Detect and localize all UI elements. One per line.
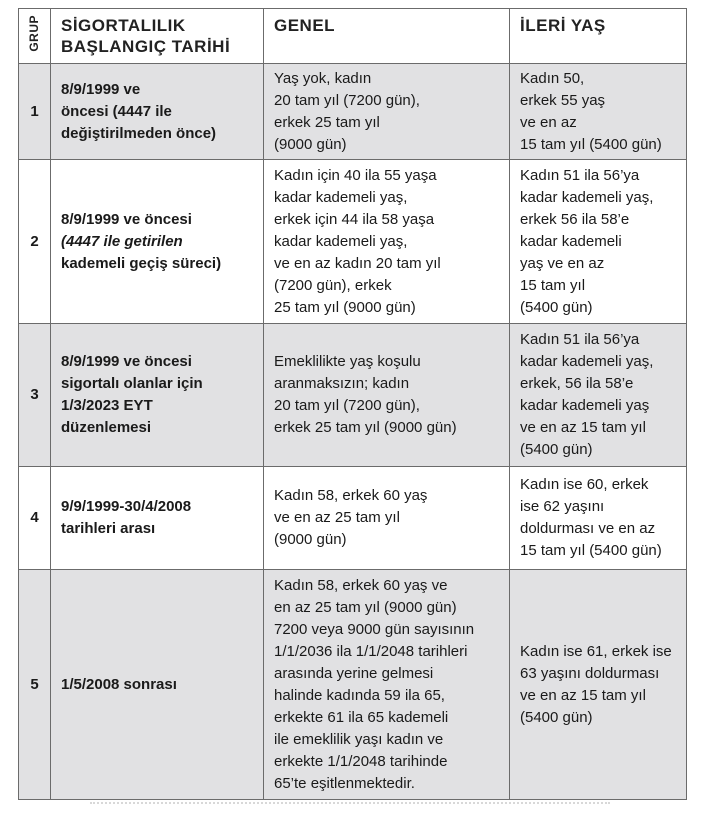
genel-line: Kadın 58, erkek 60 yaş <box>274 487 428 504</box>
genel-line: erkek 25 tam yıl (9000 gün) <box>274 419 457 436</box>
start-line: (4447 ile getirilen <box>61 232 183 250</box>
genel-line: 25 tam yıl (9000 gün) <box>274 298 416 316</box>
ileri-line: 15 tam yıl (5400 gün) <box>520 542 662 559</box>
genel-line: Kadın 58, erkek 60 yaş ve <box>274 576 448 594</box>
ileri-line: 63 yaşını doldurması <box>520 664 660 682</box>
genel-line: (9000 gün) <box>274 135 347 153</box>
ileri-line: yaş ve en az <box>520 254 605 272</box>
start-line: öncesi (4447 ile <box>61 102 172 120</box>
grup-number: 3 <box>19 324 51 467</box>
genel-line: erkekte 1/1/2048 tarihinde <box>274 752 448 770</box>
grup-number: 4 <box>19 467 51 570</box>
pension-table <box>18 8 687 800</box>
ileri-line: doldurması ve en az <box>520 520 656 537</box>
ileri-line: kadar kademeli <box>520 232 622 250</box>
header-grup <box>19 9 51 64</box>
header-grup-label: GRUP <box>27 15 41 52</box>
genel-line: Yaş yok, kadın <box>274 69 372 87</box>
ileri-line: kadar kademeli yaş, <box>520 353 654 370</box>
ileri-line: Kadın ise 60, erkek <box>520 476 649 493</box>
header-row <box>19 9 687 64</box>
table-row <box>19 570 687 800</box>
ileri-line: erkek 55 yaş <box>520 91 606 109</box>
bottom-faint-line <box>90 802 610 807</box>
ileri-line: Kadın ise 61, erkek ise <box>520 642 672 660</box>
genel-line: Emeklilikte yaş koşulu <box>274 353 421 370</box>
table-row <box>19 64 687 160</box>
start-line: 9/9/1999-30/4/2008 <box>61 498 192 515</box>
genel-line: 20 tam yıl (7200 gün), <box>274 91 420 109</box>
ileri-line: (5400 gün) <box>520 298 593 316</box>
ileri-line: (5400 gün) <box>520 441 593 458</box>
genel-line: ile emeklilik yaşı kadın ve <box>274 730 444 748</box>
pension-table-container <box>18 8 686 800</box>
genel-cell <box>264 64 510 160</box>
ileri-line: ise 62 yaşını <box>520 498 605 515</box>
start-line: 8/9/1999 ve öncesi <box>61 210 192 228</box>
start-line: 1/5/2008 sonrası <box>61 675 177 693</box>
grup-number: 5 <box>19 570 51 800</box>
genel-line: 65’te eşitlenmektedir. <box>274 774 415 792</box>
start-line: 8/9/1999 ve öncesi <box>61 353 192 370</box>
start-line: kademeli geçiş süreci) <box>61 254 222 272</box>
ileri-line: Kadın 50, <box>520 69 585 87</box>
header-ileri-label: İLERİ YAŞ <box>520 16 606 35</box>
start-line: 8/9/1999 ve <box>61 80 141 98</box>
genel-line: ve en az kadın 20 tam yıl <box>274 254 441 272</box>
table-row <box>19 160 687 324</box>
genel-line: Kadın için 40 ila 55 yaşa <box>274 166 437 184</box>
genel-cell <box>264 570 510 800</box>
genel-line: en az 25 tam yıl (9000 gün) <box>274 598 457 616</box>
ileri-cell <box>510 570 687 800</box>
table-row <box>19 324 687 467</box>
grup-number: 1 <box>19 64 51 160</box>
genel-line: (7200 gün), erkek <box>274 276 392 294</box>
genel-line: 1/1/2036 ila 1/1/2048 tarihleri <box>274 642 468 660</box>
ileri-line: ve en az 15 tam yıl <box>520 686 646 704</box>
ileri-cell <box>510 64 687 160</box>
genel-line: kadar kademeli yaş, <box>274 188 408 206</box>
ileri-line: Kadın 51 ila 56’ya <box>520 166 640 184</box>
genel-line: (9000 gün) <box>274 531 347 548</box>
start-line: düzenlemesi <box>61 419 152 436</box>
genel-line: 20 tam yıl (7200 gün), <box>274 397 420 414</box>
header-start-date <box>51 9 264 64</box>
start-date-cell <box>51 467 264 570</box>
ileri-cell <box>510 160 687 324</box>
ileri-line: erkek 56 ila 58’e <box>520 210 630 228</box>
ileri-line: erkek, 56 ila 58’e <box>520 375 634 392</box>
start-line: sigortalı olanlar için <box>61 375 203 392</box>
genel-line: erkek için 44 ila 58 yaşa <box>274 210 435 228</box>
genel-line: kadar kademeli yaş, <box>274 232 408 250</box>
header-start-line1: SİGORTALILIK <box>61 16 186 35</box>
genel-cell <box>264 467 510 570</box>
header-ileri-yas <box>510 9 687 64</box>
genel-line: halinde kadında 59 ila 65, <box>274 686 445 704</box>
table-row <box>19 467 687 570</box>
header-genel <box>264 9 510 64</box>
start-line: 1/3/2023 EYT <box>61 397 153 414</box>
ileri-cell <box>510 467 687 570</box>
genel-line: aranmaksızın; kadın <box>274 375 410 392</box>
genel-line: erkek 25 tam yıl <box>274 113 380 131</box>
ileri-line: 15 tam yıl (5400 gün) <box>520 135 662 153</box>
genel-line: erkekte 61 ila 65 kademeli <box>274 708 449 726</box>
genel-line: arasında yerine gelmesi <box>274 664 434 682</box>
ileri-line: 15 tam yıl <box>520 276 586 294</box>
header-genel-label: GENEL <box>274 16 336 35</box>
grup-number: 2 <box>19 160 51 324</box>
ileri-line: kadar kademeli yaş, <box>520 188 654 206</box>
start-date-cell <box>51 570 264 800</box>
start-date-cell <box>51 64 264 160</box>
header-start-line2: BAŞLANGIÇ TARİHİ <box>61 37 231 56</box>
start-line: tarihleri arası <box>61 520 156 537</box>
ileri-line: kadar kademeli yaş <box>520 397 650 414</box>
start-date-cell <box>51 160 264 324</box>
genel-line: ve en az 25 tam yıl <box>274 509 400 526</box>
ileri-line: Kadın 51 ila 56’ya <box>520 331 640 348</box>
ileri-line: ve en az <box>520 113 577 131</box>
ileri-line: ve en az 15 tam yıl <box>520 419 646 436</box>
ileri-cell <box>510 324 687 467</box>
start-line: değiştirilmeden önce) <box>61 124 217 142</box>
ileri-line: (5400 gün) <box>520 708 593 726</box>
genel-line: 7200 veya 9000 gün sayısının <box>274 620 475 638</box>
genel-cell <box>264 160 510 324</box>
start-date-cell <box>51 324 264 467</box>
genel-cell <box>264 324 510 467</box>
